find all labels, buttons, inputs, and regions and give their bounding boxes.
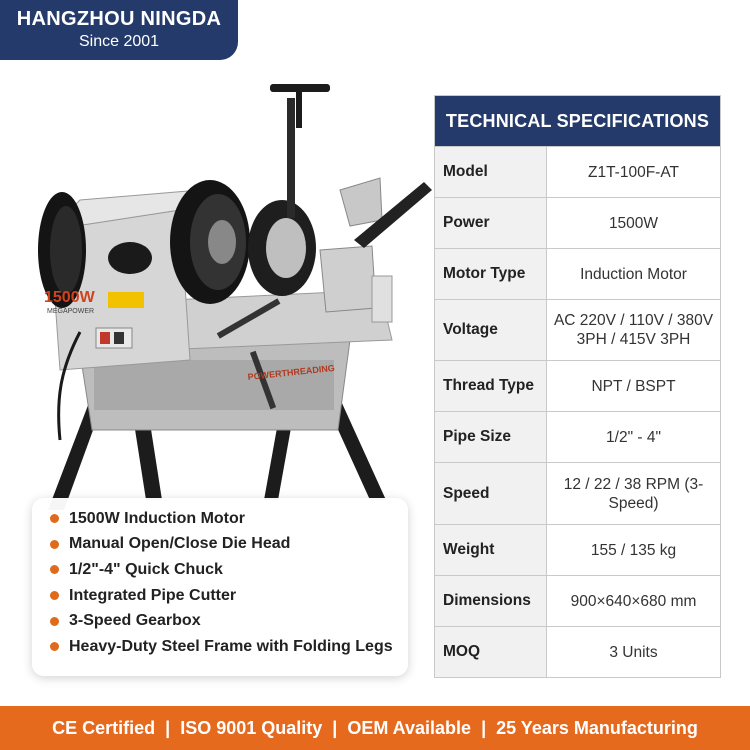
bullet-icon bbox=[50, 565, 59, 574]
spec-row-speed bbox=[435, 462, 720, 524]
spec-value: Induction Motor bbox=[580, 265, 687, 283]
spec-row-voltage bbox=[435, 299, 720, 360]
banner-separator: | bbox=[165, 717, 171, 738]
spec-label: MOQ bbox=[435, 627, 547, 677]
spec-row-motor-type bbox=[435, 248, 720, 299]
spec-label: Model bbox=[435, 147, 547, 197]
feature-text: Integrated Pipe Cutter bbox=[69, 586, 237, 604]
spec-label: Pipe Size bbox=[435, 412, 547, 462]
bullet-icon bbox=[50, 540, 59, 549]
feature-item bbox=[50, 583, 408, 609]
brand-badge bbox=[0, 0, 238, 60]
spec-value: 3 Units bbox=[609, 643, 658, 661]
spec-label: Motor Type bbox=[435, 249, 547, 299]
feature-text: 1/2"-4" Quick Chuck bbox=[69, 560, 223, 578]
banner-item-oem: OEM Available bbox=[347, 717, 472, 738]
spec-value: 900×640×680 mm bbox=[570, 592, 697, 610]
spec-label: Dimensions bbox=[435, 576, 547, 626]
banner-item-years: 25 Years Manufacturing bbox=[496, 717, 698, 738]
spec-value: Z1T-100F-AT bbox=[587, 163, 679, 181]
bullet-icon bbox=[50, 591, 59, 600]
power-badge-sub: MEGAPOWER bbox=[47, 308, 95, 315]
features-card bbox=[32, 498, 408, 676]
spec-row-thread-type bbox=[435, 360, 720, 411]
feature-item bbox=[50, 532, 408, 558]
banner-item-iso: ISO 9001 Quality bbox=[180, 717, 323, 738]
spec-label: Weight bbox=[435, 525, 547, 575]
spec-row-moq bbox=[435, 626, 720, 677]
body-label: POWERTHREADING bbox=[247, 362, 336, 382]
spec-label: Voltage bbox=[435, 300, 547, 360]
spec-label: Speed bbox=[435, 463, 547, 524]
feature-text: Heavy-Duty Steel Frame with Folding Legs bbox=[69, 637, 393, 655]
banner-item-ce: CE Certified bbox=[52, 717, 156, 738]
feature-item bbox=[50, 634, 408, 660]
spec-value: NPT / BSPT bbox=[591, 377, 676, 395]
feature-item bbox=[50, 557, 408, 583]
brand-since: Since 2001 bbox=[78, 33, 160, 50]
spec-value: AC 220V / 110V / 380V 3PH / 415V 3PH bbox=[553, 312, 714, 348]
spec-row-model bbox=[435, 146, 720, 197]
bullet-icon bbox=[50, 617, 59, 626]
spec-row-power bbox=[435, 197, 720, 248]
feature-text: 1500W Induction Motor bbox=[69, 509, 245, 527]
feature-text: 3-Speed Gearbox bbox=[69, 612, 201, 630]
spec-value: 1500W bbox=[608, 214, 659, 232]
spec-value: 155 / 135 kg bbox=[590, 541, 677, 559]
pipe-threading-machine-image bbox=[20, 70, 440, 510]
specs-title: TECHNICAL SPECIFICATIONS bbox=[435, 96, 720, 146]
banner-separator: | bbox=[332, 717, 338, 738]
power-badge: 1500W bbox=[44, 289, 95, 306]
spec-value: 1/2" - 4" bbox=[606, 428, 661, 446]
bullet-icon bbox=[50, 642, 59, 651]
feature-item bbox=[50, 608, 408, 634]
spec-row-weight bbox=[435, 524, 720, 575]
specs-table bbox=[434, 95, 721, 678]
certifications-banner bbox=[0, 706, 750, 750]
spec-row-dimensions bbox=[435, 575, 720, 626]
brand-name: HANGZHOU NINGDA bbox=[16, 8, 222, 30]
spec-label: Power bbox=[435, 198, 547, 248]
feature-item bbox=[50, 506, 408, 532]
bullet-icon bbox=[50, 514, 59, 523]
spec-row-pipe-size bbox=[435, 411, 720, 462]
spec-label: Thread Type bbox=[435, 361, 547, 411]
banner-separator: | bbox=[481, 717, 487, 738]
spec-value: 12 / 22 / 38 RPM (3-Speed) bbox=[563, 475, 704, 512]
feature-text: Manual Open/Close Die Head bbox=[69, 535, 291, 553]
